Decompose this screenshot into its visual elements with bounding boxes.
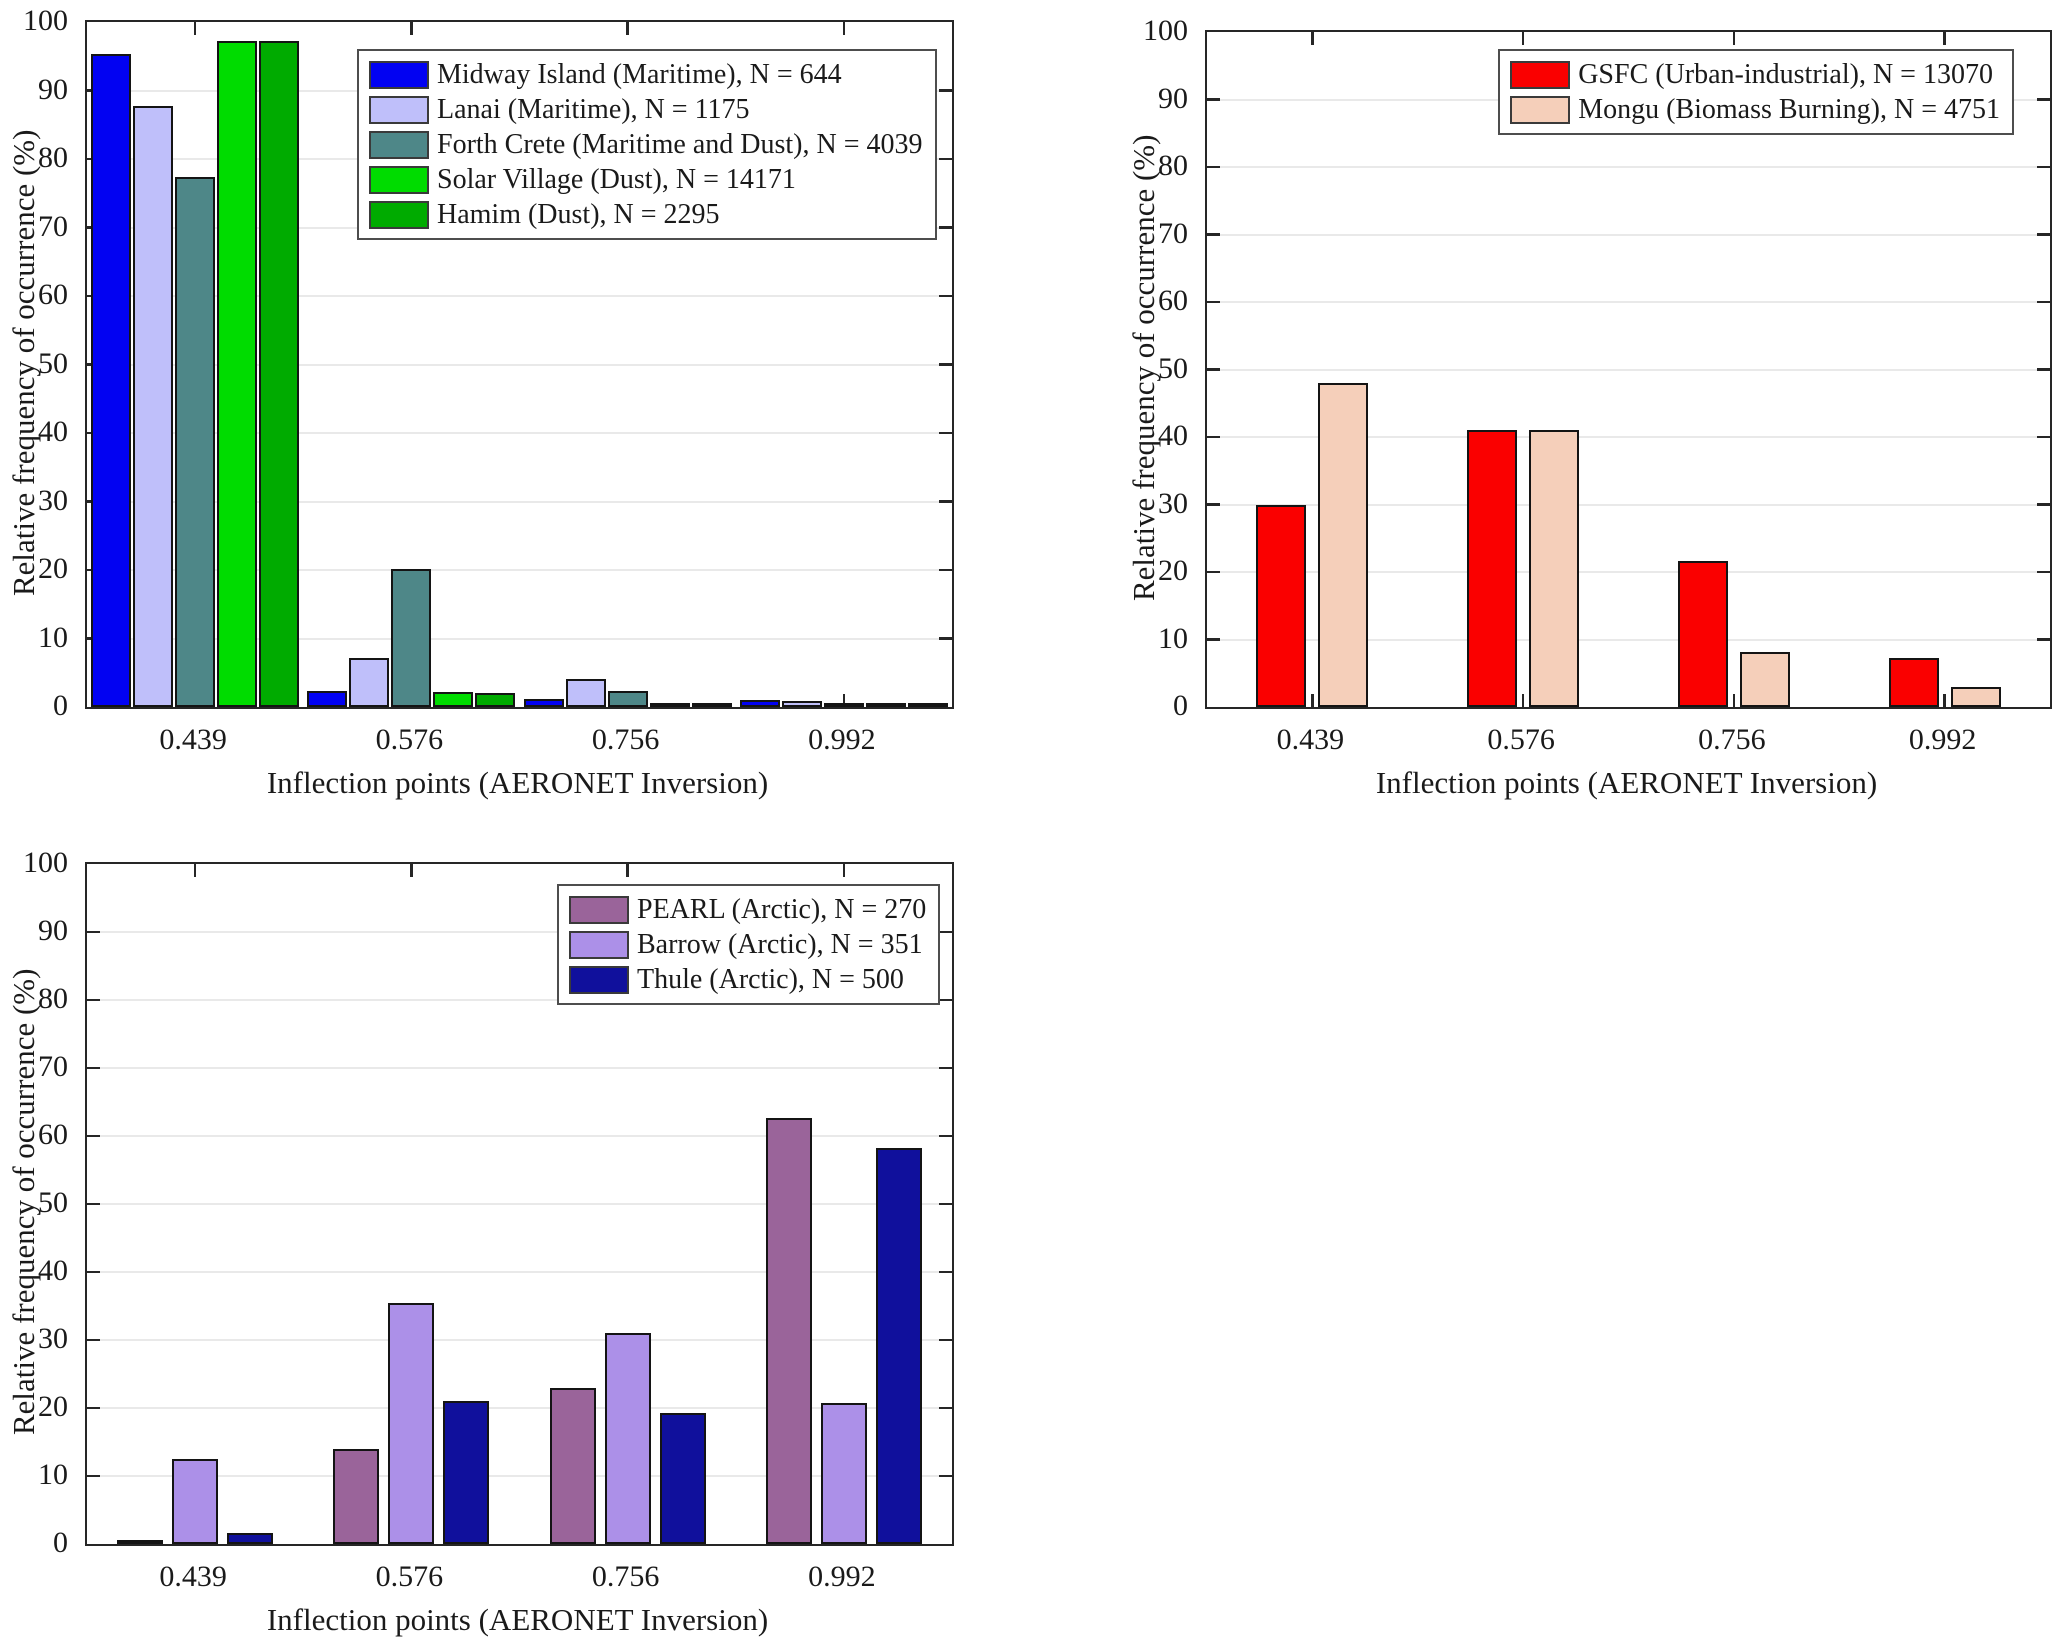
ytick-label-60: 60 bbox=[38, 278, 68, 311]
ytick-mark-left bbox=[87, 1067, 100, 1070]
x-axis-label: Inflection points (AERONET Inversion) bbox=[1375, 765, 1878, 800]
ytick-mark-right bbox=[939, 1271, 952, 1274]
ytick-label-30: 30 bbox=[1158, 486, 1188, 520]
ytick-label-50: 50 bbox=[1158, 351, 1188, 385]
ytick-mark-right bbox=[939, 1407, 952, 1410]
ytick-mark-right bbox=[939, 1203, 952, 1206]
xtick-mark-top bbox=[843, 864, 846, 877]
ytick-label-80: 80 bbox=[1158, 149, 1188, 182]
ytick-label-50: 50 bbox=[38, 1186, 68, 1219]
ytick-label-70: 70 bbox=[38, 1050, 68, 1083]
bar bbox=[766, 1118, 812, 1544]
legend-item bbox=[369, 200, 923, 229]
gridline-30 bbox=[87, 1339, 952, 1341]
ytick-label-60: 60 bbox=[1158, 284, 1188, 317]
legend-swatch bbox=[1510, 96, 1570, 124]
ytick-label-10: 10 bbox=[38, 1458, 68, 1491]
bar bbox=[660, 1413, 706, 1544]
ytick-label-0: 0 bbox=[1173, 689, 1188, 722]
ytick-label-100: 100 bbox=[23, 846, 68, 879]
bar bbox=[333, 1449, 379, 1544]
bar bbox=[821, 1403, 867, 1544]
legend-swatch bbox=[369, 131, 429, 159]
ytick-label-40: 40 bbox=[38, 1254, 68, 1287]
plot-area bbox=[85, 862, 954, 1546]
xtick-label-0.992: 0.992 bbox=[808, 723, 876, 756]
ytick-mark-right bbox=[939, 931, 952, 934]
legend bbox=[557, 884, 940, 1005]
ytick-label-80: 80 bbox=[38, 141, 68, 174]
ytick-label-10: 10 bbox=[38, 620, 68, 654]
bar bbox=[172, 1459, 218, 1544]
legend-label: Hamim (Dust), N = 2295 bbox=[437, 199, 720, 230]
bar bbox=[550, 1388, 596, 1544]
legend-label: Solar Village (Dust), N = 14171 bbox=[437, 164, 796, 195]
legend-label: Midway Island (Maritime), N = 644 bbox=[437, 59, 842, 90]
ytick-mark-left bbox=[87, 1407, 100, 1410]
y-axis-label: Relative frequency of occurrence (%) bbox=[1126, 134, 1161, 601]
xtick-mark-top bbox=[626, 864, 629, 877]
y-axis-label: Relative frequency of occurrence (%) bbox=[6, 968, 41, 1436]
ytick-mark-left bbox=[87, 999, 100, 1002]
xtick-mark-top bbox=[410, 864, 413, 877]
legend-label: Lanai (Maritime), N = 1175 bbox=[437, 94, 750, 125]
gridline-70 bbox=[87, 1067, 952, 1069]
legend-swatch bbox=[569, 966, 629, 994]
legend-swatch bbox=[369, 61, 429, 89]
legend-item bbox=[569, 965, 926, 994]
ytick-label-100: 100 bbox=[1143, 14, 1188, 47]
xtick-label-0.992: 0.992 bbox=[808, 1560, 876, 1593]
legend-swatch bbox=[369, 96, 429, 124]
ytick-label-20: 20 bbox=[38, 552, 68, 585]
ytick-label-90: 90 bbox=[38, 914, 68, 947]
gridline-50 bbox=[87, 1203, 952, 1205]
legend-item bbox=[1510, 60, 2000, 89]
xtick-label-0.756: 0.756 bbox=[591, 723, 660, 756]
bar bbox=[876, 1148, 922, 1544]
legend-swatch bbox=[569, 896, 629, 924]
ytick-label-20: 20 bbox=[1158, 554, 1188, 587]
legend-swatch bbox=[1510, 61, 1570, 89]
xtick-label-0.439: 0.439 bbox=[1276, 723, 1345, 756]
ytick-label-80: 80 bbox=[38, 982, 68, 1015]
xtick-mark-top bbox=[194, 864, 197, 877]
ytick-label-70: 70 bbox=[38, 209, 68, 243]
xtick-label-0.439: 0.439 bbox=[159, 723, 227, 756]
ytick-label-90: 90 bbox=[1158, 81, 1188, 115]
ytick-mark-right bbox=[939, 1135, 952, 1138]
bar bbox=[443, 1401, 489, 1544]
ytick-label-40: 40 bbox=[38, 415, 68, 448]
ytick-mark-left bbox=[87, 1203, 100, 1206]
xtick-label-0.756: 0.756 bbox=[1698, 723, 1766, 756]
legend-item bbox=[569, 895, 926, 924]
legend-swatch bbox=[369, 166, 429, 194]
legend-label: Barrow (Arctic), N = 351 bbox=[637, 929, 923, 960]
legend-label: Mongu (Biomass Burning), N = 4751 bbox=[1578, 94, 2000, 125]
ytick-label-30: 30 bbox=[38, 1322, 68, 1355]
legend-item bbox=[369, 95, 923, 124]
xtick-label-0.439: 0.439 bbox=[159, 1560, 227, 1593]
bar bbox=[605, 1333, 651, 1544]
ytick-mark-left bbox=[87, 931, 100, 934]
legend-item bbox=[569, 930, 926, 959]
ytick-mark-right bbox=[939, 1475, 952, 1478]
ytick-label-70: 70 bbox=[1158, 216, 1188, 250]
legend-swatch bbox=[369, 201, 429, 229]
ytick-mark-right bbox=[939, 1067, 952, 1070]
ytick-label-100: 100 bbox=[23, 4, 68, 37]
ytick-label-90: 90 bbox=[38, 72, 68, 106]
gridline-60 bbox=[87, 1135, 952, 1137]
ytick-label-30: 30 bbox=[38, 483, 68, 517]
legend bbox=[1498, 49, 2014, 135]
ytick-mark-left bbox=[87, 1271, 100, 1274]
ytick-label-0: 0 bbox=[53, 689, 68, 722]
gridline-40 bbox=[87, 1271, 952, 1273]
legend-item bbox=[369, 165, 923, 194]
xtick-label-0.576: 0.576 bbox=[1487, 723, 1555, 756]
xtick-label-0.756: 0.756 bbox=[591, 1560, 660, 1593]
xtick-label-0.992: 0.992 bbox=[1908, 723, 1977, 756]
ytick-label-60: 60 bbox=[38, 1118, 68, 1151]
xtick-label-0.576: 0.576 bbox=[375, 723, 444, 756]
ytick-mark-right bbox=[939, 1339, 952, 1342]
ytick-label-20: 20 bbox=[38, 1390, 68, 1423]
legend-item bbox=[369, 60, 923, 89]
ytick-mark-left bbox=[87, 1135, 100, 1138]
bar bbox=[388, 1303, 434, 1544]
ytick-label-40: 40 bbox=[1158, 419, 1188, 452]
legend-label: GSFC (Urban-industrial), N = 13070 bbox=[1578, 59, 1993, 90]
legend-swatch bbox=[569, 931, 629, 959]
ytick-mark-left bbox=[87, 1339, 100, 1342]
ytick-mark-right bbox=[939, 999, 952, 1002]
legend-label: Forth Crete (Maritime and Dust), N = 4039 bbox=[437, 129, 923, 160]
legend-label: Thule (Arctic), N = 500 bbox=[637, 964, 904, 995]
ytick-mark-left bbox=[87, 1475, 100, 1478]
bar bbox=[227, 1533, 273, 1544]
legend-item bbox=[369, 130, 923, 159]
x-axis-label: Inflection points (AERONET Inversion) bbox=[266, 765, 769, 800]
ytick-label-10: 10 bbox=[1158, 621, 1188, 655]
bar bbox=[117, 1540, 163, 1544]
legend-label: PEARL (Arctic), N = 270 bbox=[637, 894, 927, 925]
x-axis-label: Inflection points (AERONET Inversion) bbox=[266, 1602, 769, 1637]
ytick-label-0: 0 bbox=[53, 1526, 68, 1559]
legend bbox=[357, 49, 937, 240]
ytick-label-50: 50 bbox=[38, 346, 68, 380]
y-axis-label: Relative frequency of occurrence (%) bbox=[6, 129, 41, 596]
xtick-label-0.576: 0.576 bbox=[375, 1560, 444, 1593]
legend-item bbox=[1510, 95, 2000, 124]
